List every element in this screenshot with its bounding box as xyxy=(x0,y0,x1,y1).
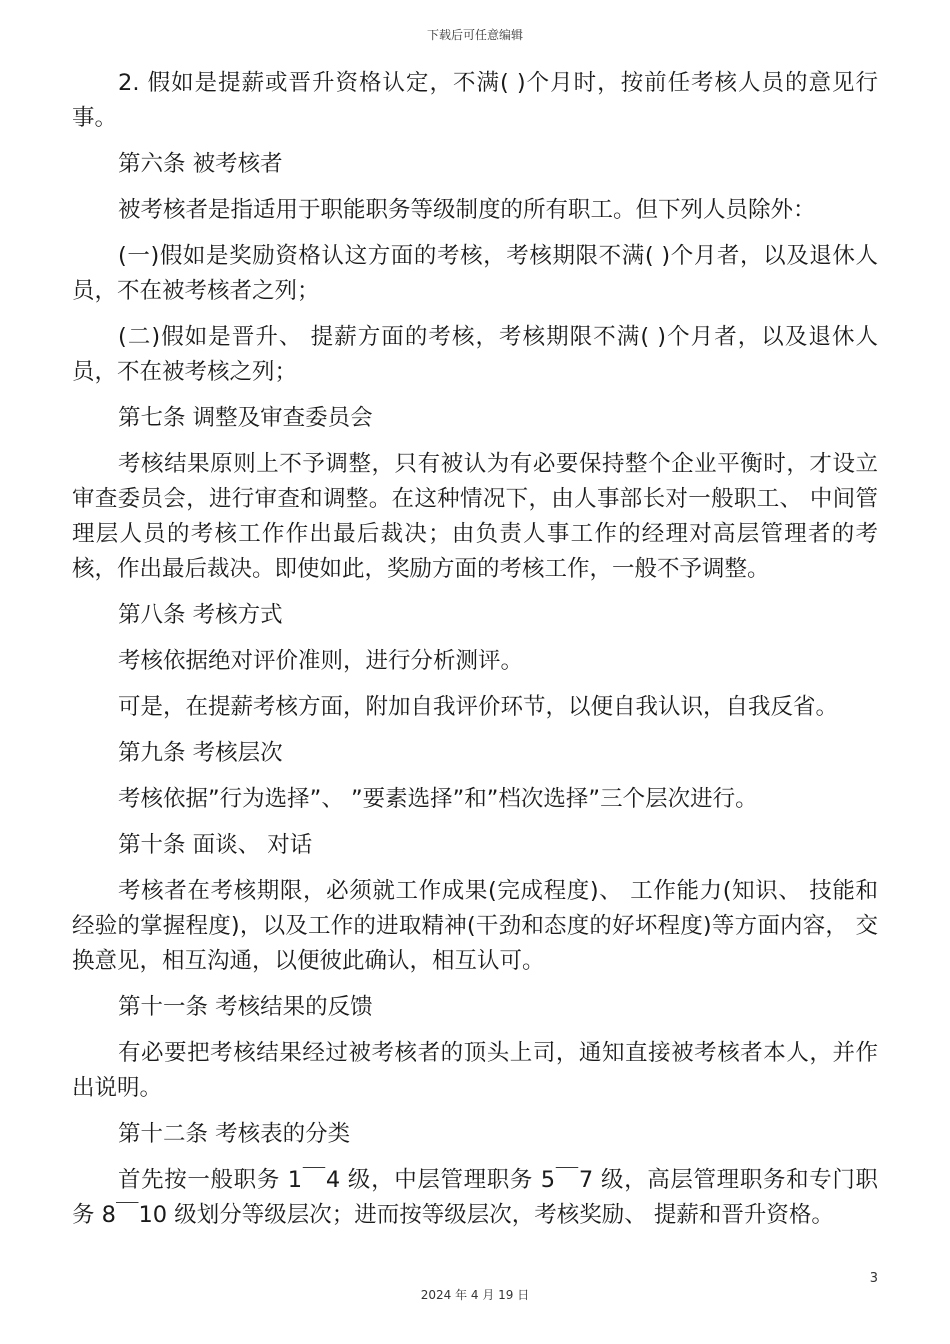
article-11-body: 有必要把考核结果经过被考核者的顶头上司，通知直接被考核者本人，并作出说明。 xyxy=(72,1040,878,1101)
article-7-heading: 第七条 调整及审查委员会 xyxy=(118,405,373,431)
article-8-heading: 第八条 考核方式 xyxy=(118,602,283,628)
article-10-body: 考核者在考核期限，必须就工作成果(完成程度)、 工作能力(知识、 技能和经验的掌握程度)，以及工作的进取精神(干劲和态度的好坏程度)等方面内容， 交换意见，相互沟通，以便彼此确认，相互认可。 xyxy=(72,878,878,974)
article-8-body-1: 考核依据绝对评价准则，进行分析测评。 xyxy=(118,648,524,674)
article-6-heading: 第六条 被考核者 xyxy=(118,151,283,177)
page-header: 下载后可任意编辑 xyxy=(426,28,523,42)
article-9-heading: 第九条 考核层次 xyxy=(118,740,283,766)
paragraph-item-2: 2. 假如是提薪或晋升资格认定，不满( )个月时，按前任考核人员的意见行事。 xyxy=(72,70,878,131)
article-6-exception-2: (二)假如是晋升、 提薪方面的考核，考核期限不满( )个月者，以及退休人员，不在被考核之列； xyxy=(72,324,878,385)
article-6-intro: 被考核者是指适用于职能职务等级制度的所有职工。但下列人员除外： xyxy=(118,197,816,223)
document-body xyxy=(72,66,878,1244)
article-12-heading: 第十二条 考核表的分类 xyxy=(118,1121,351,1147)
page-footer-date: 2024 年 4 月 19 日 xyxy=(420,1288,530,1302)
article-12-body: 首先按一般职务 1￣4 级，中层管理职务 5￣7 级，高层管理职务和专门职务 8￣10 级划分等级层次；进而按等级层次，考核奖励、 提薪和晋升资格。 xyxy=(72,1167,878,1228)
article-7-body: 考核结果原则上不予调整，只有被认为有必要保持整个企业平衡时，才设立审查委员会，进行审查和调整。在这种情况下，由人事部长对一般职工、 中间管理层人员的考核工作作出最后裁决；由负责人事工作的经理对高层管理者的考核，作出最后裁决。即使如此，奖励方面的考核工作，一般不予调整。 xyxy=(72,451,878,582)
article-9-body: 考核依据”行为选择”、 ”要素选择”和”档次选择”三个层次进行。 xyxy=(118,786,758,812)
article-8-body-2: 可是，在提薪考核方面，附加自我评价环节，以便自我认识，自我反省。 xyxy=(118,694,839,720)
article-11-heading: 第十一条 考核结果的反馈 xyxy=(118,994,373,1020)
page-number: 3 xyxy=(869,1271,878,1286)
article-6-exception-1: (一)假如是奖励资格认这方面的考核，考核期限不满( )个月者，以及退休人员，不在被考核者之列； xyxy=(72,243,878,304)
article-10-heading: 第十条 面谈、 对话 xyxy=(118,832,313,858)
